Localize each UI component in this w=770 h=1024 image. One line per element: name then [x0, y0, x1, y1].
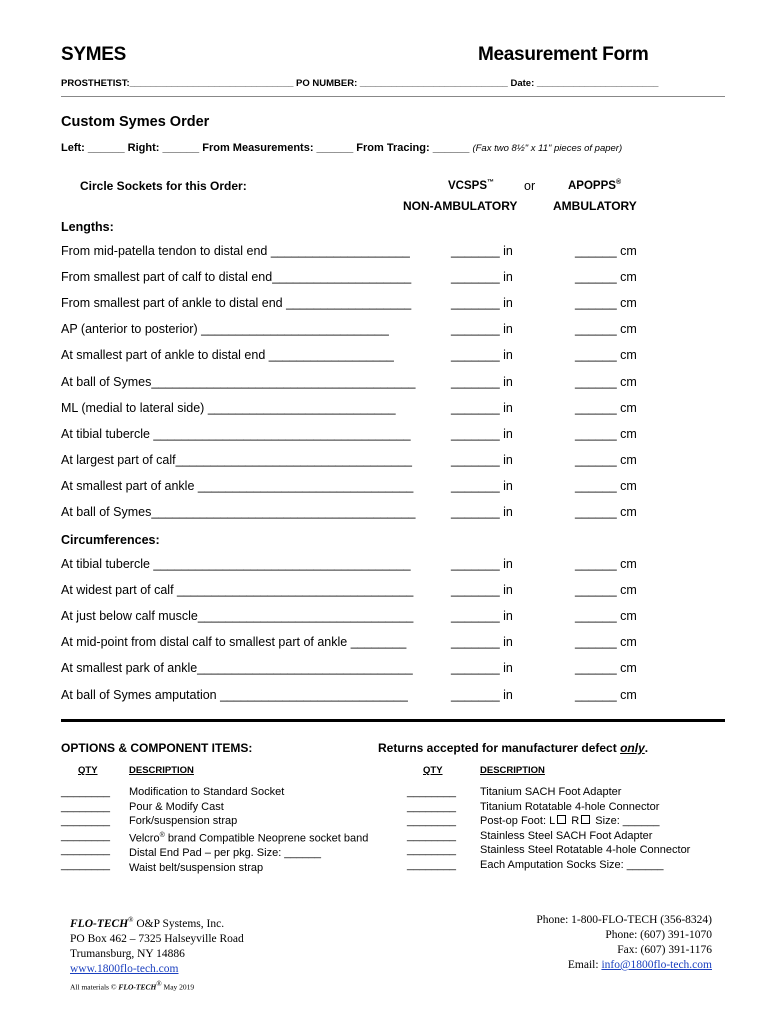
list-item: Stainless Steel Rotatable 4-hole Connector — [480, 844, 691, 857]
measurement-row[interactable] — [61, 270, 661, 290]
returns-text: Returns accepted for manufacturer defect — [378, 741, 617, 755]
qty-blank[interactable]: ________ — [61, 858, 110, 871]
checkbox-right[interactable] — [581, 815, 590, 824]
custom-order-title: Custom Symes Order — [61, 114, 210, 130]
qty-blank[interactable]: ________ — [61, 800, 110, 813]
centimeters-field[interactable]: ______ cm — [575, 348, 637, 363]
measurement-row[interactable] — [61, 688, 661, 708]
registered-mark: ® — [159, 831, 165, 839]
inches-field[interactable]: _______ in — [451, 374, 513, 389]
registered-mark: ® — [615, 179, 622, 186]
list-item: Waist belt/suspension strap — [129, 861, 264, 874]
trademark-mark: ™ — [487, 179, 494, 186]
measurement-row[interactable] — [61, 505, 661, 525]
centimeters-field[interactable]: ______ cm — [575, 478, 637, 493]
list-item: Titanium Rotatable 4-hole Connector — [480, 800, 660, 813]
address-line-2: Trumansburg, NY 14886 — [70, 947, 185, 960]
vcsps-label: VCSPS — [448, 179, 487, 192]
qty-blank[interactable]: ________ — [407, 815, 456, 828]
returns-note — [378, 741, 648, 755]
measurement-label: ML (medial to lateral side) ___________________________ — [61, 400, 396, 415]
velcro-label: Velcro — [129, 832, 160, 845]
inches-field[interactable]: _______ in — [451, 270, 513, 285]
measurement-label: At widest part of calf __________________________________ — [61, 583, 414, 598]
list-item-velcro — [129, 829, 368, 846]
copyright-post: May 2019 — [163, 982, 195, 992]
prosthetist-po-date-line[interactable]: PROSTHETIST:_______________________________ PO NUMBER: ____________________________ Date: _______________________ — [61, 78, 659, 89]
measurement-row[interactable] — [61, 296, 661, 316]
qty-column-left[interactable] — [61, 785, 110, 873]
measurement-label: At tibial tubercle _____________________________________ — [61, 426, 411, 441]
measurement-label: From mid-patella tendon to distal end ____________________ — [61, 244, 410, 258]
circle-sockets-label: Circle Sockets for this Order: — [80, 179, 247, 193]
measurement-row[interactable] — [61, 661, 661, 681]
measurement-row[interactable] — [61, 375, 661, 395]
header-divider — [61, 96, 725, 97]
copyright-brand: FLO-TECH — [118, 982, 157, 992]
measurement-label: From smallest part of ankle to distal end __________________ — [61, 296, 412, 311]
measurement-label: From smallest part of calf to distal end____________________ — [61, 270, 412, 285]
returns-end: . — [644, 741, 649, 755]
fax-line: Fax: (607) 391-1176 — [617, 944, 712, 956]
inches-field[interactable]: _______ in — [451, 296, 513, 311]
centimeters-field[interactable]: ______ cm — [575, 687, 637, 702]
copyright-pre: All materials © — [70, 982, 117, 992]
centimeters-field[interactable]: ______ cm — [575, 426, 637, 441]
inches-field[interactable]: _______ in — [451, 661, 513, 676]
company-line — [70, 913, 244, 932]
website-link[interactable]: www.1800flo-tech.com — [70, 962, 179, 975]
measurement-row[interactable] — [61, 479, 661, 499]
options-title: OPTIONS & COMPONENT ITEMS: — [61, 741, 253, 755]
order-fields[interactable]: Left: ______ Right: ______ From Measurements: ______ From Tracing: ______ — [61, 142, 470, 154]
inches-field[interactable]: _______ in — [451, 400, 513, 415]
postop-label: Post-op Foot: L — [480, 815, 556, 828]
phone-line: Phone: 1-800-FLO-TECH (356-8324) — [536, 914, 712, 926]
qty-blank[interactable]: ________ — [61, 844, 110, 857]
fax-note: (Fax two 8½" x 11" pieces of paper) — [472, 143, 623, 154]
inches-field[interactable]: _______ in — [451, 609, 513, 624]
footer-address — [70, 913, 244, 994]
vcsps-option[interactable] — [448, 179, 494, 192]
centimeters-field[interactable]: ______ cm — [575, 635, 637, 650]
list-item: Modification to Standard Socket — [129, 786, 285, 798]
inches-field[interactable]: _______ in — [451, 478, 513, 493]
measurement-label: At smallest park of ankle_______________________________ — [61, 661, 413, 676]
or-label: or — [524, 179, 536, 193]
form-title-measurement: Measurement Form — [478, 44, 649, 65]
centimeters-field[interactable]: ______ cm — [575, 374, 637, 389]
apopps-option[interactable] — [568, 179, 621, 192]
centimeters-field[interactable]: ______ cm — [575, 505, 637, 519]
inches-field[interactable]: _______ in — [451, 557, 513, 571]
address-line-1: PO Box 462 – 7325 Halseyville Road — [70, 932, 244, 945]
measurement-row[interactable] — [61, 322, 661, 342]
qty-blank[interactable]: ________ — [407, 800, 456, 813]
non-ambulatory-label: NON-AMBULATORY — [403, 199, 518, 213]
inches-field[interactable]: _______ in — [451, 244, 513, 258]
measurement-row[interactable] — [61, 583, 661, 603]
measurement-row[interactable] — [61, 453, 661, 473]
measurement-row[interactable] — [61, 244, 661, 264]
postop-r: R — [571, 815, 580, 828]
measurement-row[interactable] — [61, 427, 661, 447]
ambulatory-label: AMBULATORY — [553, 199, 637, 213]
list-item: Fork/suspension strap — [129, 815, 238, 828]
measurement-label: AP (anterior to posterior) ___________________________ — [61, 322, 389, 337]
qty-blank[interactable]: ________ — [407, 786, 456, 798]
brand-name: FLO-TECH — [70, 917, 129, 930]
email-link[interactable]: info@1800flo-tech.com — [601, 959, 712, 971]
centimeters-field[interactable]: ______ cm — [575, 296, 637, 311]
measurement-row[interactable] — [61, 348, 661, 368]
phone2-line: Phone: (607) 391-1070 — [605, 929, 712, 941]
checkbox-left[interactable] — [557, 815, 566, 824]
desc-header-right: DESCRIPTION — [480, 765, 545, 776]
centimeters-field[interactable]: ______ cm — [575, 452, 637, 467]
measurement-row[interactable] — [61, 401, 661, 421]
measurement-label: At smallest part of ankle _______________________________ — [61, 478, 414, 493]
qty-header-right: QTY — [423, 765, 443, 776]
form-title-symes: SYMES — [61, 44, 127, 65]
desc-column-left — [129, 785, 368, 875]
measurement-label: At ball of Symes______________________________________ — [61, 374, 416, 389]
measurement-label: At mid-point from distal calf to smallest part of ankle ________ — [61, 635, 407, 650]
centimeters-field[interactable]: ______ cm — [575, 583, 637, 598]
inches-field[interactable]: _______ in — [451, 583, 513, 598]
email-line — [536, 958, 712, 973]
qty-blank[interactable]: ________ — [407, 829, 456, 842]
qty-blank[interactable]: ________ — [61, 815, 110, 828]
centimeters-field[interactable]: ______ cm — [575, 270, 637, 285]
list-item: Distal End Pad – per pkg. Size: ______ — [129, 847, 322, 860]
qty-blank[interactable]: ________ — [61, 829, 110, 842]
qty-blank[interactable]: ________ — [61, 786, 110, 798]
centimeters-field[interactable]: ______ cm — [575, 609, 637, 624]
email-label: Email: — [567, 959, 599, 971]
circumferences-title: Circumferences: — [61, 533, 160, 547]
measurement-label: At tibial tubercle _____________________________________ — [61, 557, 411, 571]
measurement-label: At ball of Symes______________________________________ — [61, 505, 416, 519]
returns-only: only — [620, 741, 645, 755]
centimeters-field[interactable]: ______ cm — [575, 400, 637, 415]
order-line[interactable] — [61, 142, 622, 154]
qty-header-left: QTY — [78, 765, 98, 776]
measurement-label: At ball of Symes amputation ___________________________ — [61, 687, 408, 702]
qty-blank[interactable]: ________ — [407, 858, 456, 871]
registered-mark: ® — [128, 916, 134, 924]
registered-mark: ® — [156, 979, 162, 988]
list-item: Each Amputation Socks Size: ______ — [480, 858, 664, 871]
company-rest: O&P Systems, Inc. — [136, 917, 225, 930]
measurement-row[interactable] — [61, 609, 661, 629]
measurement-row[interactable] — [61, 557, 661, 577]
footer-contact — [536, 913, 712, 973]
inches-field[interactable]: _______ in — [451, 452, 513, 467]
section-divider — [61, 719, 725, 722]
list-item: Stainless Steel SACH Foot Adapter — [480, 829, 653, 842]
measurement-row[interactable] — [61, 635, 661, 655]
apopps-label: APOPPS — [568, 179, 616, 192]
inches-field[interactable]: _______ in — [451, 687, 513, 702]
copyright-line — [70, 977, 244, 995]
centimeters-field[interactable]: ______ cm — [575, 244, 637, 258]
centimeters-field[interactable]: ______ cm — [575, 557, 637, 571]
list-item-postop — [480, 814, 690, 829]
centimeters-field[interactable]: ______ cm — [575, 322, 637, 337]
inches-field[interactable]: _______ in — [451, 348, 513, 363]
inches-field[interactable]: _______ in — [451, 426, 513, 441]
inches-field[interactable]: _______ in — [451, 505, 513, 519]
measurement-label: At just below calf muscle_______________________________ — [61, 609, 414, 624]
measurement-label: At smallest part of ankle to distal end __________________ — [61, 348, 394, 363]
measurement-label: At largest part of calf__________________________________ — [61, 452, 413, 467]
inches-field[interactable]: _______ in — [451, 322, 513, 337]
centimeters-field[interactable]: ______ cm — [575, 661, 637, 676]
postop-size[interactable]: Size: ______ — [595, 815, 660, 828]
list-item: Titanium SACH Foot Adapter — [480, 786, 622, 798]
inches-field[interactable]: _______ in — [451, 635, 513, 650]
list-item: Pour & Modify Cast — [129, 800, 224, 813]
desc-column-right — [480, 785, 690, 873]
desc-header-left: DESCRIPTION — [129, 765, 194, 776]
qty-column-right[interactable] — [407, 785, 456, 873]
velcro-rest: brand Compatible Neoprene socket band — [167, 832, 369, 845]
qty-blank[interactable]: ________ — [407, 844, 456, 857]
lengths-title: Lengths: — [61, 220, 114, 234]
